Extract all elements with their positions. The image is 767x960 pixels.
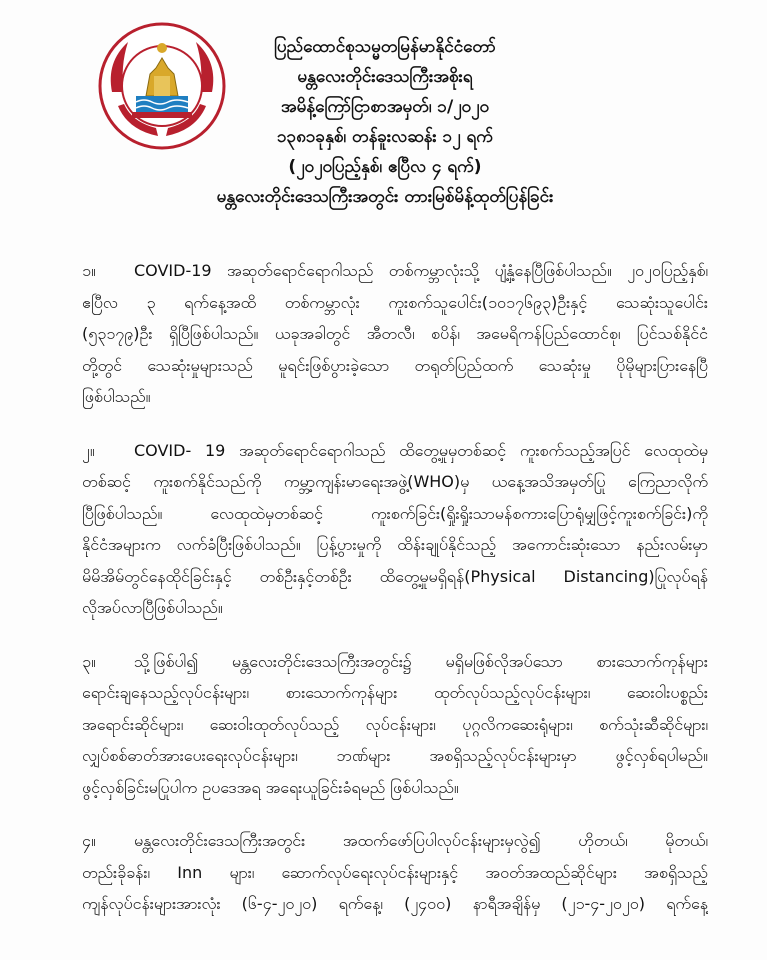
paragraph-line: ဖွင့်လှစ်ခြင်းမပြုပါက ဥပဒေအရ အရေးယူခြင်းခံရမည် ဖြစ်ပါသည်။: [82, 777, 459, 797]
paragraph-1: [82, 255, 708, 413]
paragraph-line: ရောင်းချနေသည့်လုပ်ငန်းများ၊ စားသောက်ကုန်များ ထုတ်လုပ်သည့်လုပ်ငန်းများ၊ ဆေးဝါးပစ္စည်း: [82, 683, 708, 702]
paragraph-line: လျှပ်စစ်ဓာတ်အားပေးရေးလုပ်ငန်းများ၊ ဘဏ်များ အစရှိသည့်လုပ်ငန်းများမှာ ဖွင့်လှစ်ရပါမည်။: [82, 746, 708, 765]
paragraph-line: COVID-19 အဆုတ်ရောင်ရောဂါသည် တစ်ကမ္ဘာလုံးသို့ ပျံ့နှံ့နေပြီဖြစ်ပါသည်။ ၂၀၂၀ပြည့်နှစ်၊: [134, 261, 708, 280]
header-myanmar-date: ၁၃၈၁ခုနှစ်၊ တန်ခူးလဆန်း ၁၂ ရက်: [277, 127, 493, 147]
paragraph-number: ၃။: [82, 651, 96, 671]
paragraph-line: နိုင်ငံအများက လက်ခံပြီးဖြစ်ပါသည်။ ပြန့်ပွားမှုကို ထိန်းချုပ်နိုင်သည့် အကောင်းဆုံးသော နည်းလမ်းမှာ: [82, 535, 708, 554]
paragraph-line: ဖြစ်ပါသည်။: [82, 387, 151, 406]
paragraph-line: သို့ဖြစ်ပါ၍ မန္တလေးတိုင်းဒေသကြီးအတွင်း၌ မရှိမဖြစ်လိုအပ်သော စားသောက်ကုန်များ: [134, 651, 708, 671]
notice-header: [150, 32, 620, 212]
notice-body: [82, 255, 708, 942]
paragraph-4: [82, 825, 708, 920]
paragraph-line: တည်းခိုခန်း၊ Inn များ၊ ဆောက်လုပ်ရေးလုပ်ငန်းများနှင့် အဝတ်အထည်ဆိုင်များ အစရှိသည့်: [82, 862, 708, 882]
header-order-number: အမိန့်ကြော်ငြာစာအမှတ်၊ ၁/၂၀၂၀: [280, 97, 490, 117]
paragraph-line: ဧပြီလ ၃ ရက်နေ့အထိ တစ်ကမ္ဘာလုံး ကူးစက်သူပေါင်း(၁၀၁၇၆၉၃)ဦးနှင့် သေဆုံးသူပေါင်း: [82, 292, 708, 312]
paragraph-line: မန္တလေးတိုင်းဒေသကြီးအတွင်း အထက်ဖော်ပြပါလုပ်ငန်းများမှလွဲ၍ ဟိုတယ်၊ မိုတယ်၊: [134, 831, 708, 850]
paragraph-number: ၂။: [82, 440, 95, 460]
paragraph-2: [82, 435, 708, 624]
paragraph-line: COVID- 19 အဆုတ်ရောင်ရောဂါသည် ထိတွေ့မှုမှတစ်ဆင့် ကူးစက်သည့်အပြင် လေထုထဲမှ: [134, 440, 708, 460]
paragraph-3: [82, 646, 708, 804]
header-government: မန္တလေးတိုင်းဒေသကြီးအစိုးရ: [297, 67, 473, 87]
paragraph-line: လိုအပ်လာပြီဖြစ်ပါသည်။: [82, 598, 223, 617]
paragraph-line: အရောင်းဆိုင်များ၊ ဆေးဝါးထုတ်လုပ်သည့် လုပ်ငန်းများ၊ ပုဂ္ဂလိကဆေးရုံများ၊ စက်သုံးဆီဆိုင်များ၊: [82, 714, 708, 734]
paragraph-line: (၅၃၁၇၉)ဦး ရှိပြီဖြစ်ပါသည်။ ယခုအခါတွင် အီတလီ၊ စပိန်၊ အမေရိကန်ပြည်ထောင်စု၊ ပြင်သစ်နိုင်ငံ: [82, 324, 708, 343]
paragraph-number: ၁။: [82, 261, 96, 280]
paragraph-line: တစ်ဆင့် ကူးစက်နိုင်သည်ကို ကမ္ဘာ့ကျန်းမာရေးအဖွဲ့(WHO)မှ ယနေ့အသိအမှတ်ပြု ကြေညာလိုက်: [82, 472, 708, 491]
header-subject: မန္တလေးတိုင်းဒေသကြီးအတွင်း တားမြစ်မိန့်ထုတ်ပြန်ခြင်း: [216, 187, 554, 207]
header-country: ပြည်ထောင်စုသမ္မတမြန်မာနိုင်ငံတော်: [274, 37, 496, 57]
header-gregorian-date: (၂၀၂၀ပြည့်နှစ်၊ ဧပြီလ ၄ ရက်): [288, 157, 482, 177]
paragraph-number: ၄။: [82, 831, 96, 850]
paragraph-line: တို့တွင် သေဆုံးမှုများသည် မူရင်းဖြစ်ပွားခဲ့သော တရုတ်ပြည်ထက် သေဆုံးမှု ပိုမိုများပြားနေပြီ: [82, 355, 708, 375]
paragraph-line: ကျန်လုပ်ငန်းများအားလုံး (၆-၄-၂၀၂၀) ရက်နေ့၊ (၂၄၀၀) နာရီအချိန်မှ (၂၁-၄-၂၀၂၀) ရက်နေ့: [82, 894, 708, 913]
paragraph-line: မိမိအိမ်တွင်နေထိုင်ခြင်းနှင့် တစ်ဦးနှင့်တစ်ဦး ထိတွေ့မှုမရှိရန်(Physical Distancing)ပြုလုပ်ရန်: [82, 566, 708, 586]
paragraph-line: ပြီဖြစ်ပါသည်။ လေထုထဲမှတစ်ဆင့် ကူးစက်ခြင်း(ရှိုးရှိုးသာမန်စကားပြောရုံမျှဖြင့်ကူးစက်ခြင်း)ကို: [82, 503, 708, 523]
